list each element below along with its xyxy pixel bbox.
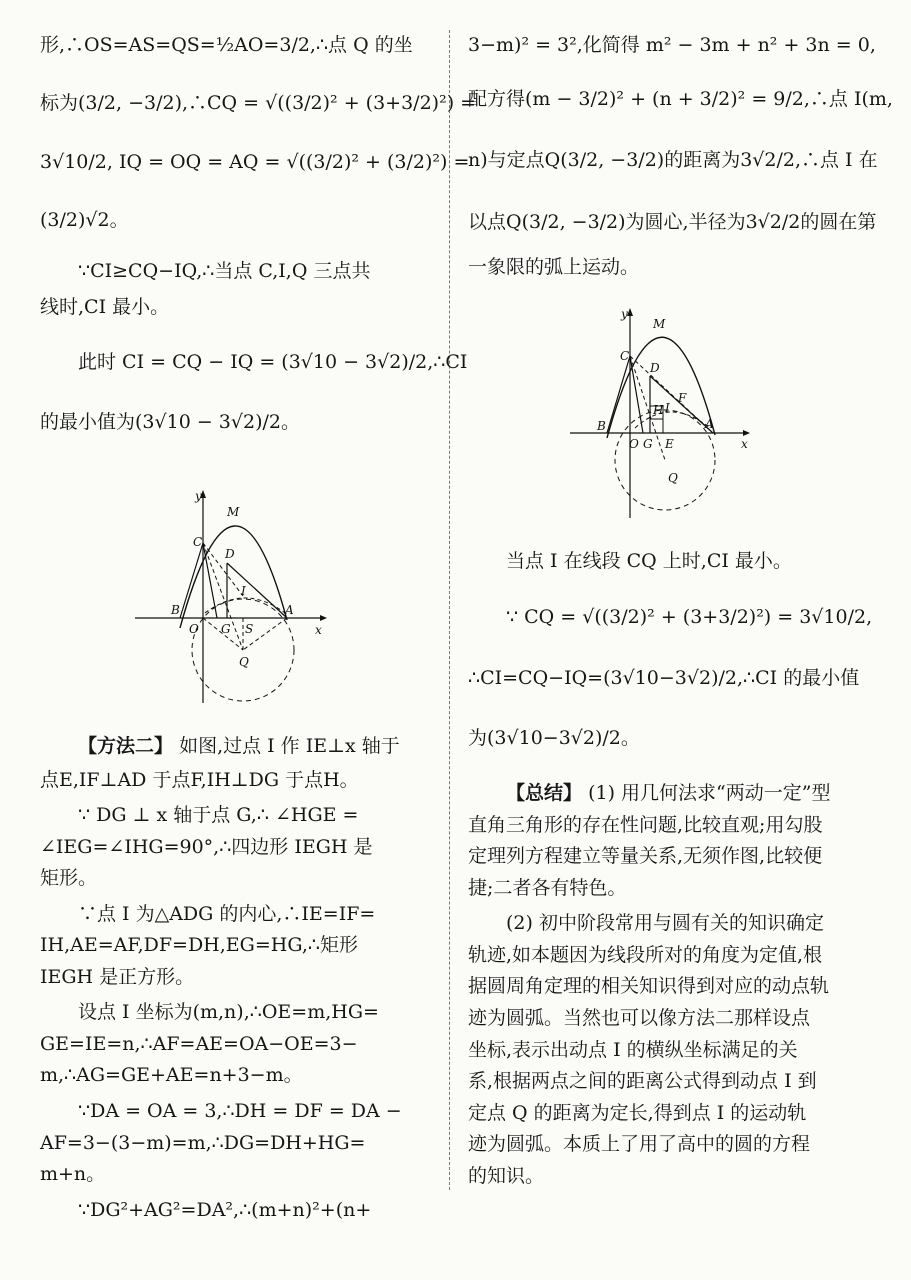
text-line: ∵点 I 为△ADG 的内心,∴IE=IF= bbox=[78, 902, 376, 925]
column-divider bbox=[449, 30, 450, 1190]
text-line: 标为(3/2, −3/2),∴CQ = √((3/2)² + (3+3/2)²) = bbox=[40, 91, 477, 114]
label-x: x bbox=[741, 437, 748, 451]
text-line bbox=[468, 780, 868, 808]
text-line: 形,∴OS=AS=QS=½AO=3/2,∴点 Q 的坐 bbox=[40, 34, 413, 56]
segment-CI bbox=[203, 543, 243, 596]
figure-1 bbox=[135, 488, 345, 713]
arc bbox=[205, 598, 285, 613]
text-line: 3−m)² = 3²,化简得 m² − 3m + n² + 3n = 0, bbox=[468, 34, 876, 56]
text-line: ∵DG²+AG²=DA²,∴(m+n)²+(n+ bbox=[78, 1198, 372, 1221]
text-line: 配方得(m − 3/2)² + (n + 3/2)² = 9/2,∴点 I(m, bbox=[468, 87, 893, 110]
text-line: 迹为圆弧。本质上了用了高中的圆的方程 bbox=[468, 1133, 811, 1156]
text-line: 设点 I 坐标为(m,n),∴OE=m,HG= bbox=[78, 1001, 379, 1024]
text-line: 点E,IF⊥AD 于点F,IH⊥DG 于点H。 bbox=[40, 768, 359, 791]
x-axis-arrow bbox=[320, 615, 327, 621]
text-line: 迹为圆弧。当然也可以像方法二那样设点 bbox=[468, 1007, 811, 1030]
text-line: ∵DA = OA = 3,∴DH = DF = DA − bbox=[78, 1100, 402, 1123]
y-axis-arrow bbox=[627, 308, 633, 316]
text-line bbox=[40, 733, 430, 761]
x-axis-arrow bbox=[743, 430, 750, 436]
label-Q: Q bbox=[668, 471, 678, 485]
segment-CO bbox=[203, 543, 217, 618]
label-y: y bbox=[195, 489, 202, 503]
label-H: H bbox=[653, 403, 664, 417]
text-line: 为(3√10−3√2)/2。 bbox=[468, 726, 640, 749]
summary-title: 【总结】 bbox=[506, 782, 583, 805]
label-C: C bbox=[620, 349, 630, 363]
text-line: 的最小值为(3√10 − 3√2)/2。 bbox=[40, 410, 300, 433]
label-F: F bbox=[678, 391, 687, 405]
text-span: 如图,过点 I 作 IE⊥x 轴于 bbox=[179, 735, 400, 757]
text-line: ∵CI≥CQ−IQ,∴当点 C,I,Q 三点共 bbox=[78, 260, 371, 283]
text-line: m,∴AG=GE+AE=n+3−m。 bbox=[40, 1064, 303, 1087]
label-A: A bbox=[285, 603, 294, 617]
text-line: ∵ CQ = √((3/2)² + (3+3/2)²) = 3√10/2, bbox=[506, 605, 873, 628]
text-span: (1) 用几何法求“两动一定”型 bbox=[588, 782, 831, 805]
text-line: (2) 初中阶段常用与圆有关的知识确定 bbox=[506, 912, 824, 935]
label-G: G bbox=[221, 622, 231, 636]
label-S: S bbox=[245, 622, 254, 636]
label-y: y bbox=[621, 308, 628, 321]
right-column bbox=[468, 28, 893, 282]
label-Q: Q bbox=[239, 655, 249, 669]
text-line: 的知识。 bbox=[468, 1164, 545, 1187]
label-x: x bbox=[315, 623, 322, 637]
text-line: 捷;二者各有特色。 bbox=[468, 876, 627, 899]
right-column-bottom bbox=[468, 548, 873, 1190]
label-E: E bbox=[665, 437, 674, 451]
text-line: 当点 I 在线段 CQ 上时,CI 最小。 bbox=[506, 550, 792, 572]
segment-BC bbox=[180, 543, 203, 618]
label-D: D bbox=[650, 361, 660, 375]
text-line: 3√10/2, IQ = OQ = AQ = √((3/2)² + (3/2)²) = bbox=[40, 151, 470, 174]
text-line: 此时 CI = CQ − IQ = (3√10 − 3√2)/2,∴CI bbox=[78, 351, 468, 374]
text-line: 坐标,表示出动点 I 的横纵坐标满足的关 bbox=[468, 1038, 798, 1061]
text-line: AF=3−(3−m)=m,∴DG=DH+HG= bbox=[40, 1131, 366, 1154]
figure-2 bbox=[565, 308, 765, 533]
text-line: ∠IEG=∠IHG=90°,∴四边形 IEGH 是 bbox=[40, 835, 373, 858]
text-line: GE=IE=n,∴AF=AE=OA−OE=3− bbox=[40, 1032, 358, 1055]
method-two-title: 【方法二】 bbox=[78, 735, 174, 757]
text-line: m+n。 bbox=[40, 1163, 106, 1186]
label-I: I bbox=[241, 584, 246, 598]
text-line: 矩形。 bbox=[40, 867, 98, 890]
text-line: 据圆周角定理的相关知识得到对应的动点轨 bbox=[468, 975, 830, 998]
text-line: 轨迹,如本题因为线段所对的角度为定值,根 bbox=[468, 943, 823, 966]
label-B: B bbox=[597, 419, 606, 433]
text-line: 系,根据两点之间的距离公式得到动点 I 到 bbox=[468, 1070, 817, 1093]
text-line: IH,AE=AF,DF=DH,EG=HG,∴矩形 bbox=[40, 934, 358, 957]
text-line: 定点 Q 的距离为定长,得到点 I 的运动轨 bbox=[468, 1101, 807, 1124]
label-A: A bbox=[705, 417, 714, 431]
text-line: (3/2)√2。 bbox=[40, 208, 129, 231]
segment-CO bbox=[630, 356, 643, 433]
label-O: O bbox=[629, 437, 639, 451]
text-line: 一象限的弧上运动。 bbox=[468, 256, 640, 279]
label-O: O bbox=[189, 622, 199, 636]
label-M: M bbox=[653, 317, 666, 331]
label-D: D bbox=[225, 547, 235, 561]
text-line: ∵ DG ⊥ x 轴于点 G,∴ ∠HGE = bbox=[78, 804, 359, 827]
text-line: 以点Q(3/2, −3/2)为圆心,半径为3√2/2的圆在第 bbox=[468, 210, 877, 233]
segment-BC bbox=[607, 356, 630, 433]
text-line: 定理列方程建立等量关系,无须作图,比较便 bbox=[468, 845, 823, 868]
text-line: 线时,CI 最小。 bbox=[40, 295, 170, 318]
label-C: C bbox=[193, 535, 203, 549]
left-column bbox=[40, 28, 477, 436]
text-line: 直角三角形的存在性问题,比较直观;用勾股 bbox=[468, 813, 823, 836]
label-I: I bbox=[665, 401, 670, 415]
text-line: IEGH 是正方形。 bbox=[40, 965, 195, 988]
left-column-bottom bbox=[40, 733, 430, 1224]
text-line: n)与定点Q(3/2, −3/2)的距离为3√2/2,∴点 I 在 bbox=[468, 149, 878, 172]
label-G: G bbox=[643, 437, 653, 451]
text-line: ∴CI=CQ−IQ=(3√10−3√2)/2,∴CI 的最小值 bbox=[468, 667, 860, 690]
label-B: B bbox=[171, 603, 180, 617]
label-M: M bbox=[227, 505, 240, 519]
